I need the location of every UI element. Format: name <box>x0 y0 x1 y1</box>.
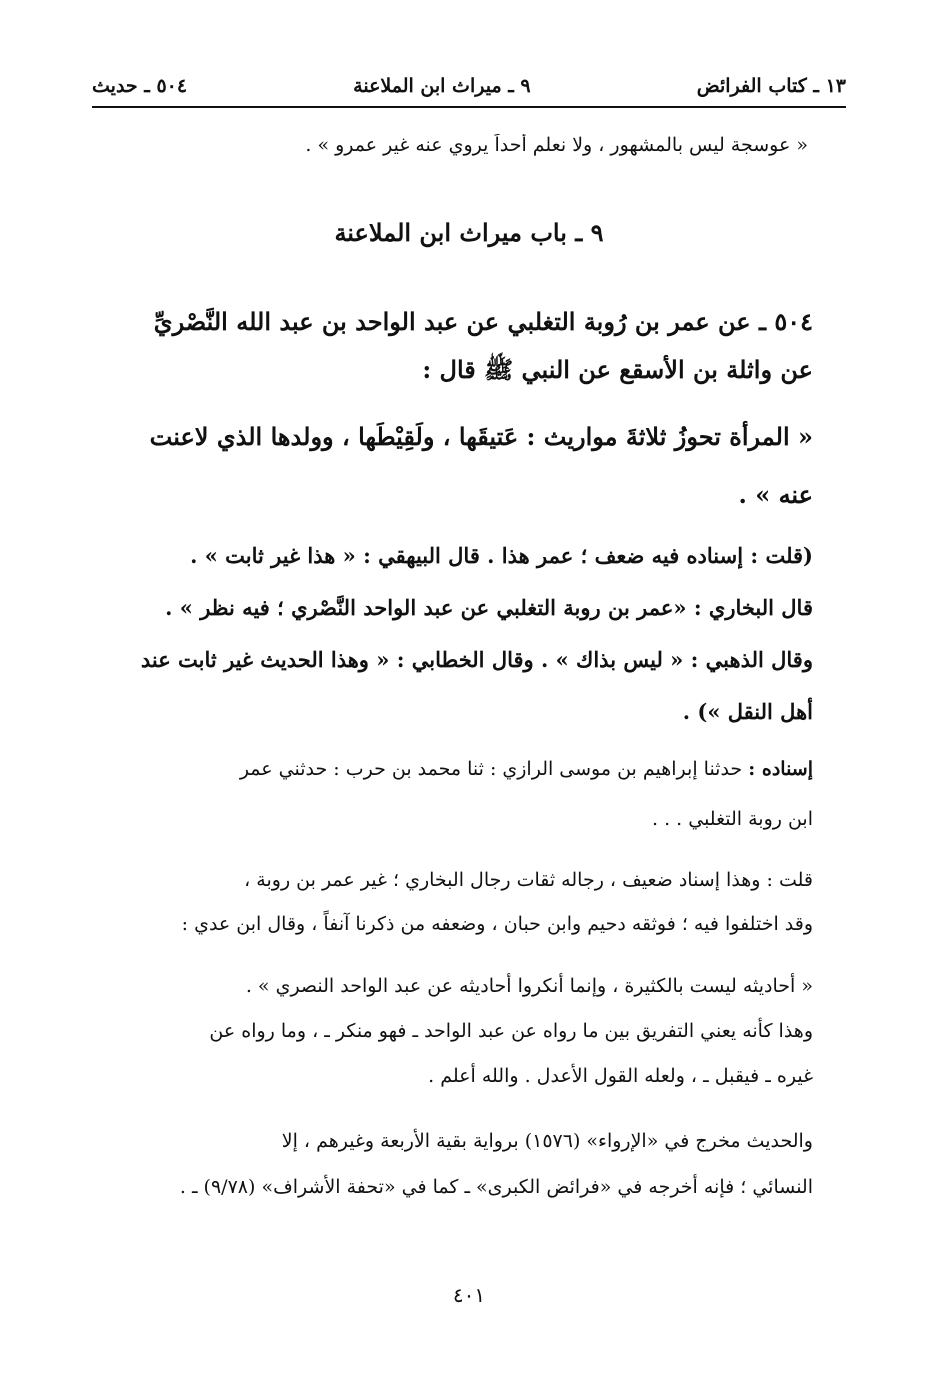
comment-line: وقد اختلفوا فيه ؛ فوثقه دحيم وابن حبان ، وضعفه من ذكرنا آنفاً ، وقال ابن عدي : <box>181 913 813 935</box>
continuation-text: « عوسجة ليس بالمشهور ، ولا نعلم أحداً يروي عنه غير عمرو » . <box>305 134 808 156</box>
hadith-isnad-line: عن واثلة بن الأسقع عن النبي ﷺ قال : <box>422 355 813 384</box>
comment-paragraph-3 <box>90 1118 813 1210</box>
isnad-line: إسناده : حدثنا إبراهيم بن موسى الرازي : ثنا محمد بن حرب : حدثني عمر <box>239 758 813 780</box>
comment-paragraph-1 <box>90 858 813 946</box>
header-hadith-number: ٥٠٤ ـ حديث <box>92 75 188 97</box>
isnad-paragraph <box>90 744 813 844</box>
hadith-matn <box>90 408 813 524</box>
page-number: ٤٠١ <box>452 1283 486 1307</box>
hadith-isnad-line: ٥٠٤ ـ عن عمر بن رُوبة التغلبي عن عبد الواحد بن عبد الله النَّصْريِّ <box>153 307 813 336</box>
hadith-matn-line: « المرأة تحوزُ ثلاثةَ مواريث : عَتيقَها ، ولَقِيْطَها ، وولدها الذي لاعنت <box>149 422 813 451</box>
header-chapter-title: ٩ ـ ميراث ابن الملاعنة <box>353 75 531 97</box>
grading-paragraph <box>90 530 813 738</box>
header-book-title: ١٣ ـ كتاب الفرائض <box>696 75 846 97</box>
hadith-matn-line: عنه » . <box>738 480 813 509</box>
running-header <box>92 66 846 108</box>
comment-line: والحديث مخرج في «الإرواء» (١٥٧٦) برواية بقية الأربعة وغيرهم ، إلا <box>281 1130 813 1152</box>
comment-line: غيره ـ فيقبل ـ ، ولعله القول الأعدل . والله أعلم . <box>428 1065 813 1087</box>
hadith-isnad <box>90 298 813 394</box>
isnad-line: ابن روبة التغلبي . . . <box>652 808 813 830</box>
comment-line: قلت : وهذا إسناد ضعيف ، رجاله ثقات رجال البخاري ؛ غير عمر بن روبة ، <box>244 869 813 891</box>
comment-line: وهذا كأنه يعني التفريق بين ما رواه عن عبد الواحد ـ فهو منكر ـ ، وما رواه عن <box>209 1020 813 1042</box>
comment-paragraph-2 <box>90 964 813 1099</box>
grading-line: أهل النقل ») . <box>682 699 813 724</box>
comment-line: « أحاديثه ليست بالكثيرة ، وإنما أنكروا أحاديثه عن عبد الواحد النصري » . <box>245 975 813 997</box>
comment-line: النسائي ؛ فإنه أخرجه في «فرائض الكبرى» ـ كما في «تحفة الأشراف» (٩/٧٨) ـ . <box>179 1176 813 1198</box>
grading-line: وقال الذهبي : « ليس بذاك » . وقال الخطابي : « وهذا الحديث غير ثابت عند <box>140 647 813 672</box>
grading-line: قال البخاري : «عمر بن روبة التغلبي عن عبد الواحد النَّصْري ؛ فيه نظر » . <box>165 595 813 620</box>
chapter-heading: ٩ ـ باب ميراث ابن الملاعنة <box>334 218 604 247</box>
grading-line: (قلت : إسناده فيه ضعف ؛ عمر هذا . قال البيهقي : « هذا غير ثابت » . <box>190 543 813 568</box>
isnad-label: إسناده : <box>748 758 813 780</box>
